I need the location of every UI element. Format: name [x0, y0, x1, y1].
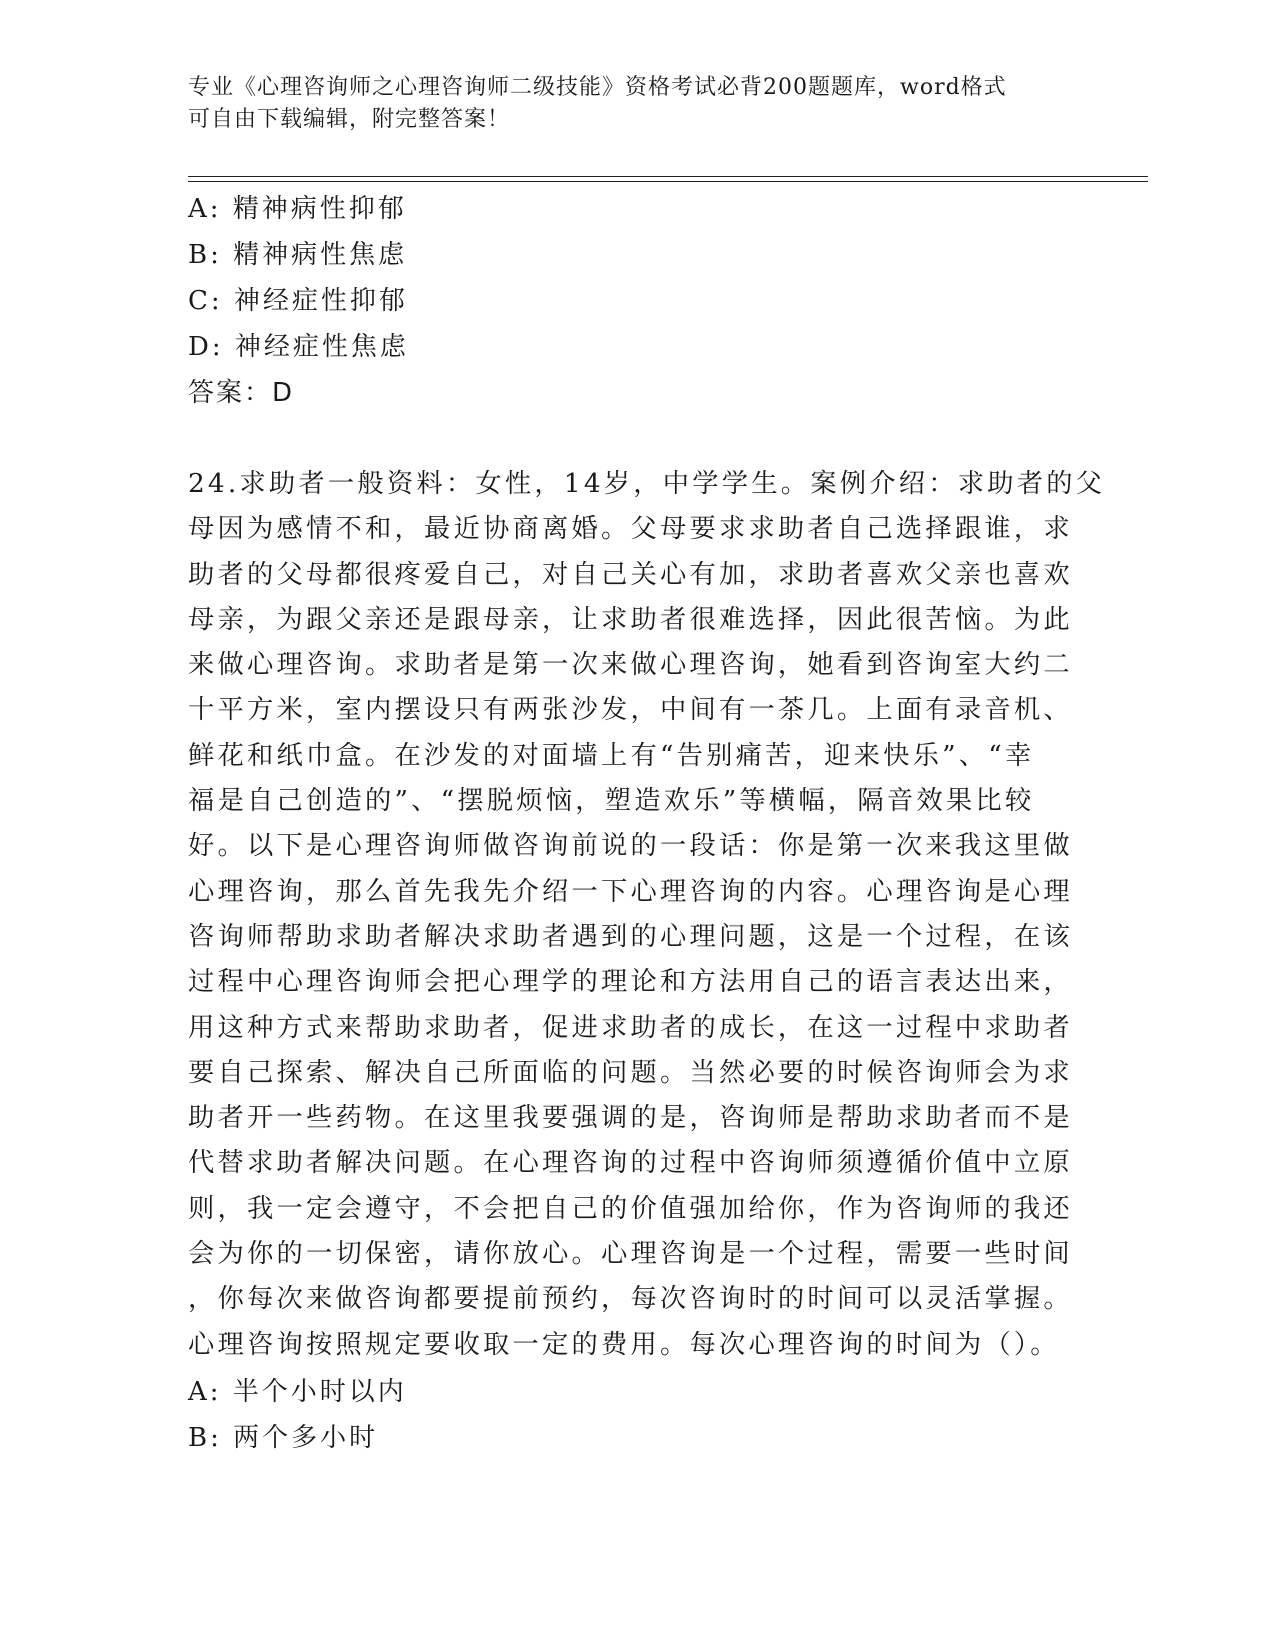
header-divider-bottom: [188, 181, 1148, 182]
question-line: 咨询师帮助求助者解决求助者遇到的心理问题，这是一个过程，在该: [188, 921, 1073, 952]
question-line: 24.求助者一般资料：女性，14岁，中学学生。案例介绍：求助者的父: [188, 469, 1106, 499]
question-line: 要自己探索、解决自己所面临的问题。当然必要的时候咨询师会为求: [188, 1057, 1073, 1088]
answer-line: 答案：D: [188, 378, 295, 408]
question-line: 助者的父母都很疼爱自己，对自己关心有加，求助者喜欢父亲也喜欢: [188, 559, 1073, 590]
question-24-text: [188, 462, 1106, 1368]
question-line: 好。以下是心理咨询师做咨询前说的一段话：你是第一次来我这里做: [188, 831, 1073, 862]
header-divider-top: [188, 176, 1148, 177]
option-b: B: 两个多小时: [188, 1423, 379, 1453]
header-line-1: 专业《心理咨询师之心理咨询师二级技能》资格考试必背200题题库，word格式: [188, 75, 1007, 100]
question-24-options: [188, 1369, 1088, 1461]
question-line: 会为你的一切保密，请你放心。心理咨询是一个过程，需要一些时间: [188, 1239, 1073, 1270]
question-line: 代替求助者解决问题。在心理咨询的过程中咨询师须遵循价值中立原: [188, 1148, 1073, 1179]
question-line: ，你每次来做咨询都要提前预约，每次咨询时的时间可以灵活掌握。: [188, 1284, 1073, 1315]
option-d: D: 神经症性焦虑: [188, 332, 409, 362]
header-line-2: 可自由下载编辑，附完整答案！: [188, 107, 511, 132]
question-line: 用这种方式来帮助求助者，促进求助者的成长，在这一过程中求助者: [188, 1012, 1073, 1043]
question-line: 鲜花和纸巾盒。在沙发的对面墙上有“告别痛苦，迎来快乐”、“幸: [188, 740, 1035, 771]
question-line: 母亲，为跟父亲还是跟母亲，让求助者很难选择，因此很苦恼。为此: [188, 604, 1073, 635]
option-b: B: 精神病性焦虑: [188, 240, 408, 270]
option-c: C: 神经症性抑郁: [188, 286, 408, 316]
question-line: 过程中心理咨询师会把心理学的理论和方法用自己的语言表达出来，: [188, 967, 1073, 998]
question-line: 心理咨询按照规定要收取一定的费用。每次心理咨询的时间为（）。: [188, 1329, 1060, 1360]
document-header: [188, 72, 1088, 136]
question-line: 十平方米，室内摆设只有两张沙发，中间有一茶几。上面有录音机、: [188, 695, 1073, 726]
option-a: A: 精神病性抑郁: [188, 194, 407, 224]
question-line: 福是自己创造的”、“摆脱烦恼，塑造欢乐”等横幅，隔音效果比较: [188, 786, 1035, 817]
question-line: 则，我一定会遵守，不会把自己的价值强加给你，作为咨询师的我还: [188, 1193, 1073, 1224]
option-a: A: 半个小时以内: [188, 1377, 407, 1407]
question-line: 来做心理咨询。求助者是第一次来做心理咨询，她看到咨询室大约二: [188, 650, 1073, 681]
question-line: 心理咨询，那么首先我先介绍一下心理咨询的内容。心理咨询是心理: [188, 876, 1073, 907]
question-line: 母因为感情不和，最近协商离婚。父母要求求助者自己选择跟谁，求: [188, 514, 1073, 545]
question-line: 助者开一些药物。在这里我要强调的是，咨询师是帮助求助者而不是: [188, 1103, 1073, 1134]
previous-question-options: [188, 186, 1088, 416]
